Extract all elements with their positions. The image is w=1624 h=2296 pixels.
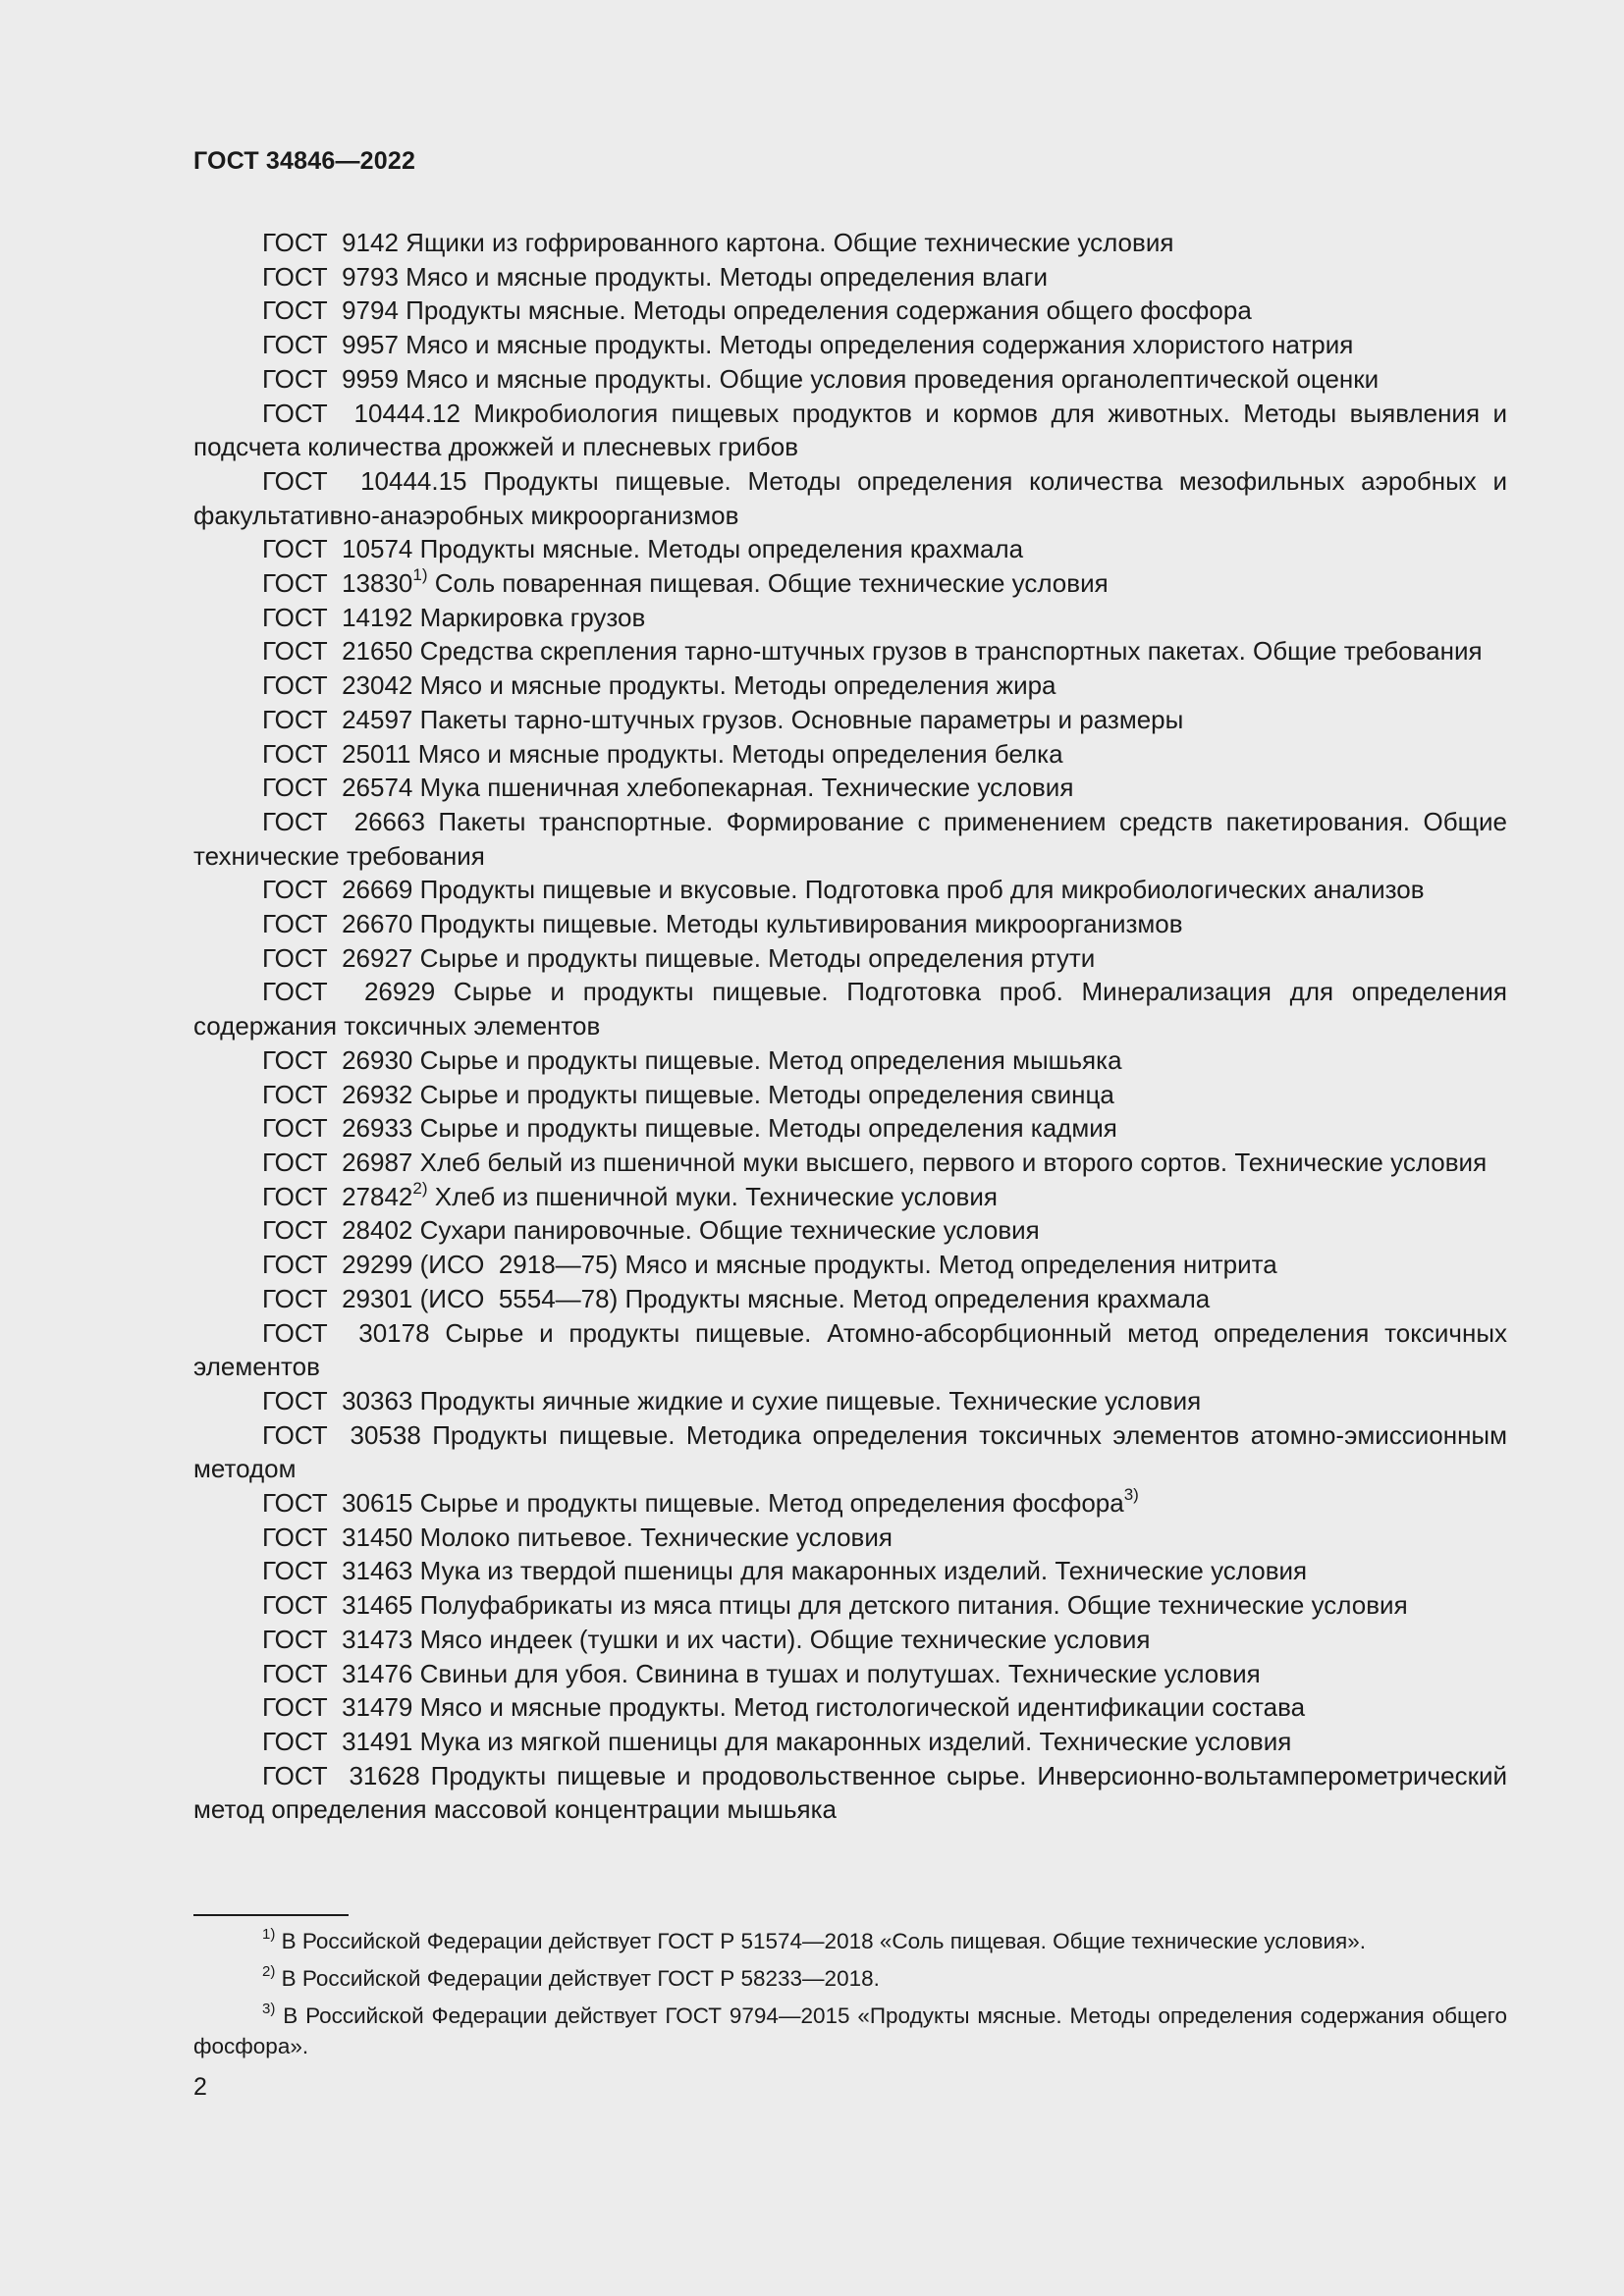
reference-title: Продукты пищевые. Методы культивирования микроорганизмов bbox=[412, 909, 1183, 939]
reference-number: ГОСТ 26933 bbox=[262, 1113, 413, 1144]
reference-item bbox=[193, 668, 1507, 703]
reference-item bbox=[193, 1111, 1507, 1146]
reference-title: Соль поваренная пищевая. Общие технические условия bbox=[427, 568, 1109, 599]
reference-title: Мясо индеек (тушки и их части). Общие технические условия bbox=[412, 1624, 1151, 1654]
reference-number: ГОСТ 30178 bbox=[262, 1317, 430, 1348]
reference-title: Хлеб белый из пшеничной муки высшего, первого и второго сортов. Технические условия bbox=[412, 1147, 1488, 1177]
reference-number: ГОСТ 10444.12 bbox=[262, 398, 460, 428]
reference-item bbox=[193, 634, 1507, 668]
reference-item bbox=[193, 873, 1507, 907]
reference-item bbox=[193, 1384, 1507, 1418]
footnote bbox=[193, 1926, 1507, 1956]
reference-item bbox=[193, 1248, 1507, 1282]
reference-title: Мясо и мясные продукты. Общие условия проведения органолептической оценки bbox=[398, 363, 1380, 394]
reference-title: Пакеты транспортные. Формирование с применением средств пакетирования. Общие технические требования bbox=[193, 806, 1507, 871]
reference-number: ГОСТ 30538 bbox=[262, 1419, 421, 1450]
footnote-mark: 3) bbox=[262, 2000, 276, 2017]
reference-number: ГОСТ 9793 bbox=[262, 261, 399, 292]
footnote-mark: 1) bbox=[262, 1925, 276, 1943]
reference-number: ГОСТ 29299 (ИСО 2918—75) bbox=[262, 1250, 619, 1280]
reference-number: ГОСТ 21650 bbox=[262, 636, 413, 667]
reference-item bbox=[193, 941, 1507, 976]
reference-title: Мука из твердой пшеницы для макаронных изделий. Технические условия bbox=[412, 1556, 1308, 1586]
reference-number: ГОСТ 26930 bbox=[262, 1044, 413, 1075]
reference-title: Продукты пищевые. Методика определения токсичных элементов атомно-эмиссионным методом bbox=[193, 1419, 1507, 1484]
reference-item bbox=[193, 1418, 1507, 1486]
reference-number: ГОСТ 26927 bbox=[262, 942, 413, 973]
reference-item bbox=[193, 1078, 1507, 1112]
reference-item bbox=[193, 1554, 1507, 1588]
reference-item bbox=[193, 907, 1507, 941]
reference-number: ГОСТ 31491 bbox=[262, 1726, 413, 1756]
reference-item bbox=[193, 737, 1507, 772]
reference-item bbox=[193, 226, 1507, 260]
reference-item bbox=[193, 1213, 1507, 1248]
reference-item bbox=[193, 1588, 1507, 1623]
reference-number: ГОСТ 26670 bbox=[262, 909, 413, 939]
reference-item bbox=[193, 362, 1507, 397]
reference-number: ГОСТ 9794 bbox=[262, 295, 399, 326]
reference-title: Продукты пищевые. Методы определения количества мезофильных аэробных и факультативно-анаэробных микроорганизмов bbox=[193, 465, 1507, 530]
footnote-text: В Российской Федерации действует ГОСТ Р 51574—2018 «Соль пищевая. Общие технические условия». bbox=[275, 1929, 1366, 1953]
footnote-text: В Российской Федерации действует ГОСТ Р 58233—2018. bbox=[275, 1966, 880, 1991]
footnote-mark: 2) bbox=[262, 1962, 276, 1980]
reference-number: ГОСТ 26663 bbox=[262, 806, 425, 836]
reference-number: ГОСТ 23042 bbox=[262, 670, 413, 701]
footnote bbox=[193, 1963, 1507, 1994]
reference-number: ГОСТ 31479 bbox=[262, 1692, 413, 1723]
reference-number: ГОСТ 26929 bbox=[262, 977, 436, 1007]
reference-number: ГОСТ 25011 bbox=[262, 738, 411, 769]
footnotes bbox=[193, 1926, 1507, 2068]
reference-number: ГОСТ 30363 bbox=[262, 1385, 413, 1415]
reference-number: ГОСТ 26932 bbox=[262, 1079, 413, 1109]
reference-number: ГОСТ 31463 bbox=[262, 1556, 413, 1586]
reference-title: Мясо и мясные продукты. Метод определения нитрита bbox=[618, 1250, 1277, 1280]
reference-number: ГОСТ 31476 bbox=[262, 1658, 413, 1688]
reference-title: Сырье и продукты пищевые. Методы определения кадмия bbox=[412, 1113, 1117, 1144]
reference-title: Продукты яичные жидкие и сухие пищевые. Технические условия bbox=[412, 1385, 1202, 1415]
reference-number: ГОСТ 26987 bbox=[262, 1147, 413, 1177]
reference-number: ГОСТ 31465 bbox=[262, 1590, 413, 1621]
reference-item bbox=[193, 1623, 1507, 1657]
reference-title: Продукты мясные. Метод определения крахмала bbox=[618, 1283, 1211, 1313]
reference-item bbox=[193, 601, 1507, 635]
reference-number: ГОСТ 9957 bbox=[262, 330, 399, 360]
reference-title: Мясо и мясные продукты. Методы определения влаги bbox=[398, 261, 1049, 292]
reference-number: ГОСТ 27842 bbox=[262, 1181, 413, 1211]
reference-item bbox=[193, 1486, 1507, 1521]
footnote-separator bbox=[193, 1914, 349, 1916]
reference-title: Мясо и мясные продукты. Методы определения жира bbox=[412, 670, 1056, 701]
footnote-marker: 2) bbox=[412, 1179, 428, 1199]
reference-title: Мясо и мясные продукты. Метод гистологической идентификации состава bbox=[412, 1692, 1306, 1723]
reference-item bbox=[193, 1316, 1507, 1384]
reference-number: ГОСТ 10444.15 bbox=[262, 465, 467, 496]
footnote-marker: 1) bbox=[412, 565, 428, 585]
reference-title: Сырье и продукты пищевые. Метод определения фосфора bbox=[412, 1488, 1124, 1519]
reference-item bbox=[193, 1043, 1507, 1078]
reference-item bbox=[193, 397, 1507, 464]
reference-item bbox=[193, 260, 1507, 294]
reference-number: ГОСТ 9142 bbox=[262, 228, 399, 257]
reference-title: Ящики из гофрированного картона. Общие технические условия bbox=[398, 228, 1174, 257]
page-number: 2 bbox=[193, 2073, 207, 2101]
reference-title: Полуфабрикаты из мяса птицы для детского питания. Общие технические условия bbox=[412, 1590, 1408, 1621]
reference-title: Продукты пищевые и продовольственное сырье. Инверсионно-вольтамперометрический метод определения массовой концентрации мышьяка bbox=[193, 1760, 1507, 1825]
reference-title: Сырье и продукты пищевые. Методы определения свинца bbox=[412, 1079, 1114, 1109]
reference-title: Сырье и продукты пищевые. Методы определения ртути bbox=[412, 942, 1096, 973]
reference-title: Свиньи для убоя. Свинина в тушах и полутушах. Технические условия bbox=[412, 1658, 1261, 1688]
reference-title: Пакеты тарно-штучных грузов. Основные параметры и размеры bbox=[412, 704, 1184, 734]
reference-title: Сырье и продукты пищевые. Атомно-абсорбционный метод определения токсичных элементов bbox=[193, 1317, 1508, 1382]
reference-title: Мясо и мясные продукты. Методы определения содержания хлористого натрия bbox=[398, 330, 1354, 360]
reference-number: ГОСТ 26574 bbox=[262, 773, 413, 803]
reference-title: Мука из мягкой пшеницы для макаронных изделий. Технические условия bbox=[412, 1726, 1292, 1756]
normative-references-list bbox=[193, 226, 1507, 1827]
reference-number: ГОСТ 26669 bbox=[262, 875, 413, 905]
reference-item bbox=[193, 464, 1507, 532]
footnote bbox=[193, 2001, 1507, 2061]
reference-item bbox=[193, 1146, 1507, 1180]
reference-number: ГОСТ 13830 bbox=[262, 568, 413, 599]
reference-number: ГОСТ 28402 bbox=[262, 1215, 413, 1246]
reference-number: ГОСТ 9959 bbox=[262, 363, 399, 394]
reference-title: Сухари панировочные. Общие технические условия bbox=[412, 1215, 1040, 1246]
reference-title: Средства скрепления тарно-штучных грузов в транспортных пакетах. Общие требования bbox=[412, 636, 1483, 667]
reference-title: Маркировка грузов bbox=[412, 602, 646, 632]
reference-number: ГОСТ 31628 bbox=[262, 1760, 420, 1790]
reference-item bbox=[193, 805, 1507, 873]
reference-title: Продукты мясные. Методы определения крахмала bbox=[412, 534, 1024, 564]
reference-title: Хлеб из пшеничной муки. Технические условия bbox=[427, 1181, 998, 1211]
reference-number: ГОСТ 10574 bbox=[262, 534, 413, 564]
reference-title: Продукты пищевые и вкусовые. Подготовка проб для микробиологических анализов bbox=[412, 875, 1425, 905]
reference-title: Продукты мясные. Методы определения содержания общего фосфора bbox=[398, 295, 1252, 326]
reference-title: Мясо и мясные продукты. Методы определения белка bbox=[410, 738, 1063, 769]
reference-item bbox=[193, 1759, 1507, 1827]
reference-number: ГОСТ 24597 bbox=[262, 704, 413, 734]
reference-item bbox=[193, 1521, 1507, 1555]
page-header: ГОСТ 34846—2022 bbox=[193, 147, 416, 175]
reference-item bbox=[193, 703, 1507, 737]
reference-item bbox=[193, 975, 1507, 1042]
reference-item bbox=[193, 1725, 1507, 1759]
reference-number: ГОСТ 14192 bbox=[262, 602, 413, 632]
reference-item bbox=[193, 1180, 1507, 1214]
reference-title: Микробиология пищевых продуктов и кормов для животных. Методы выявления и подсчета количества дрожжей и плесневых грибов bbox=[193, 398, 1507, 462]
reference-item bbox=[193, 1690, 1507, 1725]
reference-item bbox=[193, 566, 1507, 601]
reference-item bbox=[193, 771, 1507, 805]
reference-title: Сырье и продукты пищевые. Подготовка проб. Минерализация для определения содержания токсичных элементов bbox=[193, 977, 1507, 1041]
reference-item bbox=[193, 1282, 1507, 1316]
footnote-text: В Российской Федерации действует ГОСТ 9794—2015 «Продукты мясные. Методы определения содержания общего фосфора». bbox=[193, 2003, 1507, 2058]
reference-title: Сырье и продукты пищевые. Метод определения мышьяка bbox=[412, 1044, 1122, 1075]
reference-number: ГОСТ 30615 bbox=[262, 1488, 413, 1519]
footnote-marker: 3) bbox=[1123, 1485, 1139, 1505]
reference-title: Мука пшеничная хлебопекарная. Технические условия bbox=[412, 773, 1074, 803]
reference-number: ГОСТ 31473 bbox=[262, 1624, 413, 1654]
reference-title: Молоко питьевое. Технические условия bbox=[412, 1522, 893, 1552]
reference-item bbox=[193, 532, 1507, 566]
reference-item bbox=[193, 294, 1507, 328]
reference-item bbox=[193, 1657, 1507, 1691]
reference-item bbox=[193, 328, 1507, 362]
reference-number: ГОСТ 29301 (ИСО 5554—78) bbox=[262, 1283, 619, 1313]
reference-number: ГОСТ 31450 bbox=[262, 1522, 413, 1552]
